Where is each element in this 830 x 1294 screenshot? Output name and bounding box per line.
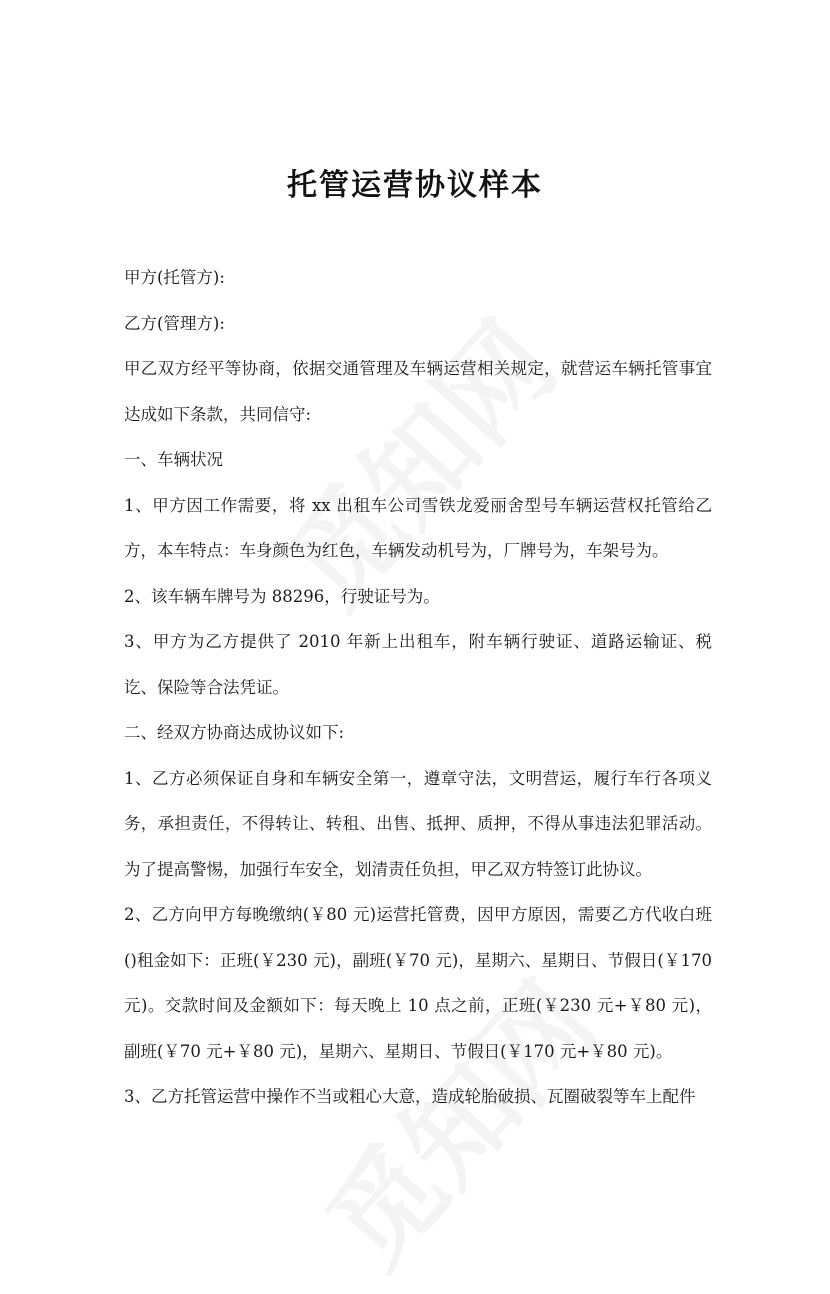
clause-paragraph: 1、乙方必须保证自身和车辆安全第一，遵章守法，文明营运，履行车行各项义务，承担责任，不得转让、转租、出售、抵押、质押，不得从事违法犯罪活动。为了提高警惕，加强行车安全，划清责任负担，甲乙双方特签订此协议。 bbox=[124, 768, 712, 879]
party-a-line: 甲方(托管方): bbox=[124, 268, 225, 287]
intro-paragraph: 甲乙双方经平等协商，依据交通管理及车辆运营相关规定，就营运车辆托管事宜达成如下条款，共同信守: bbox=[124, 359, 712, 424]
section-heading: 一、车辆状况 bbox=[124, 450, 223, 469]
clause-paragraph: 2、乙方向甲方每晚缴纳(￥80 元)运营托管费，因甲方原因，需要乙方代收白班()租金如下：正班(￥230 元)，副班(￥70 元)，星期六、星期日、节假日(￥170 元)。交款时间及金额如下：每天晚上 10 点之前，正班(￥230 元+￥80 元)，副班(￥70 元+￥80 元)，星期六、星期日、节假日(￥170 元+￥80 元)。 bbox=[124, 905, 712, 1061]
clause-paragraph: 2、该车辆车牌号为 88296，行驶证号为。 bbox=[124, 586, 440, 606]
document-title: 托管运营协议样本 bbox=[287, 168, 543, 203]
clause-paragraph: 1、甲方因工作需要，将 xx 出租车公司雪铁龙爱丽舍型号车辆运营权托管给乙方，本车特点：车身颜色为红色，车辆发动机号为，厂牌号为，车架号为。 bbox=[124, 495, 712, 560]
section-heading: 二、经双方协商达成协议如下: bbox=[124, 723, 345, 742]
clause-paragraph: 3、乙方托管运营中操作不当或粗心大意，造成轮胎破损、瓦圈破裂等车上配件 bbox=[124, 1087, 696, 1106]
clause-paragraph: 3、甲方为乙方提供了 2010 年新上出租车，附车辆行驶证、道路运输证、税讫、保险等合法凭证。 bbox=[124, 632, 712, 697]
party-b-line: 乙方(管理方): bbox=[124, 313, 225, 333]
document-body bbox=[124, 255, 712, 1120]
